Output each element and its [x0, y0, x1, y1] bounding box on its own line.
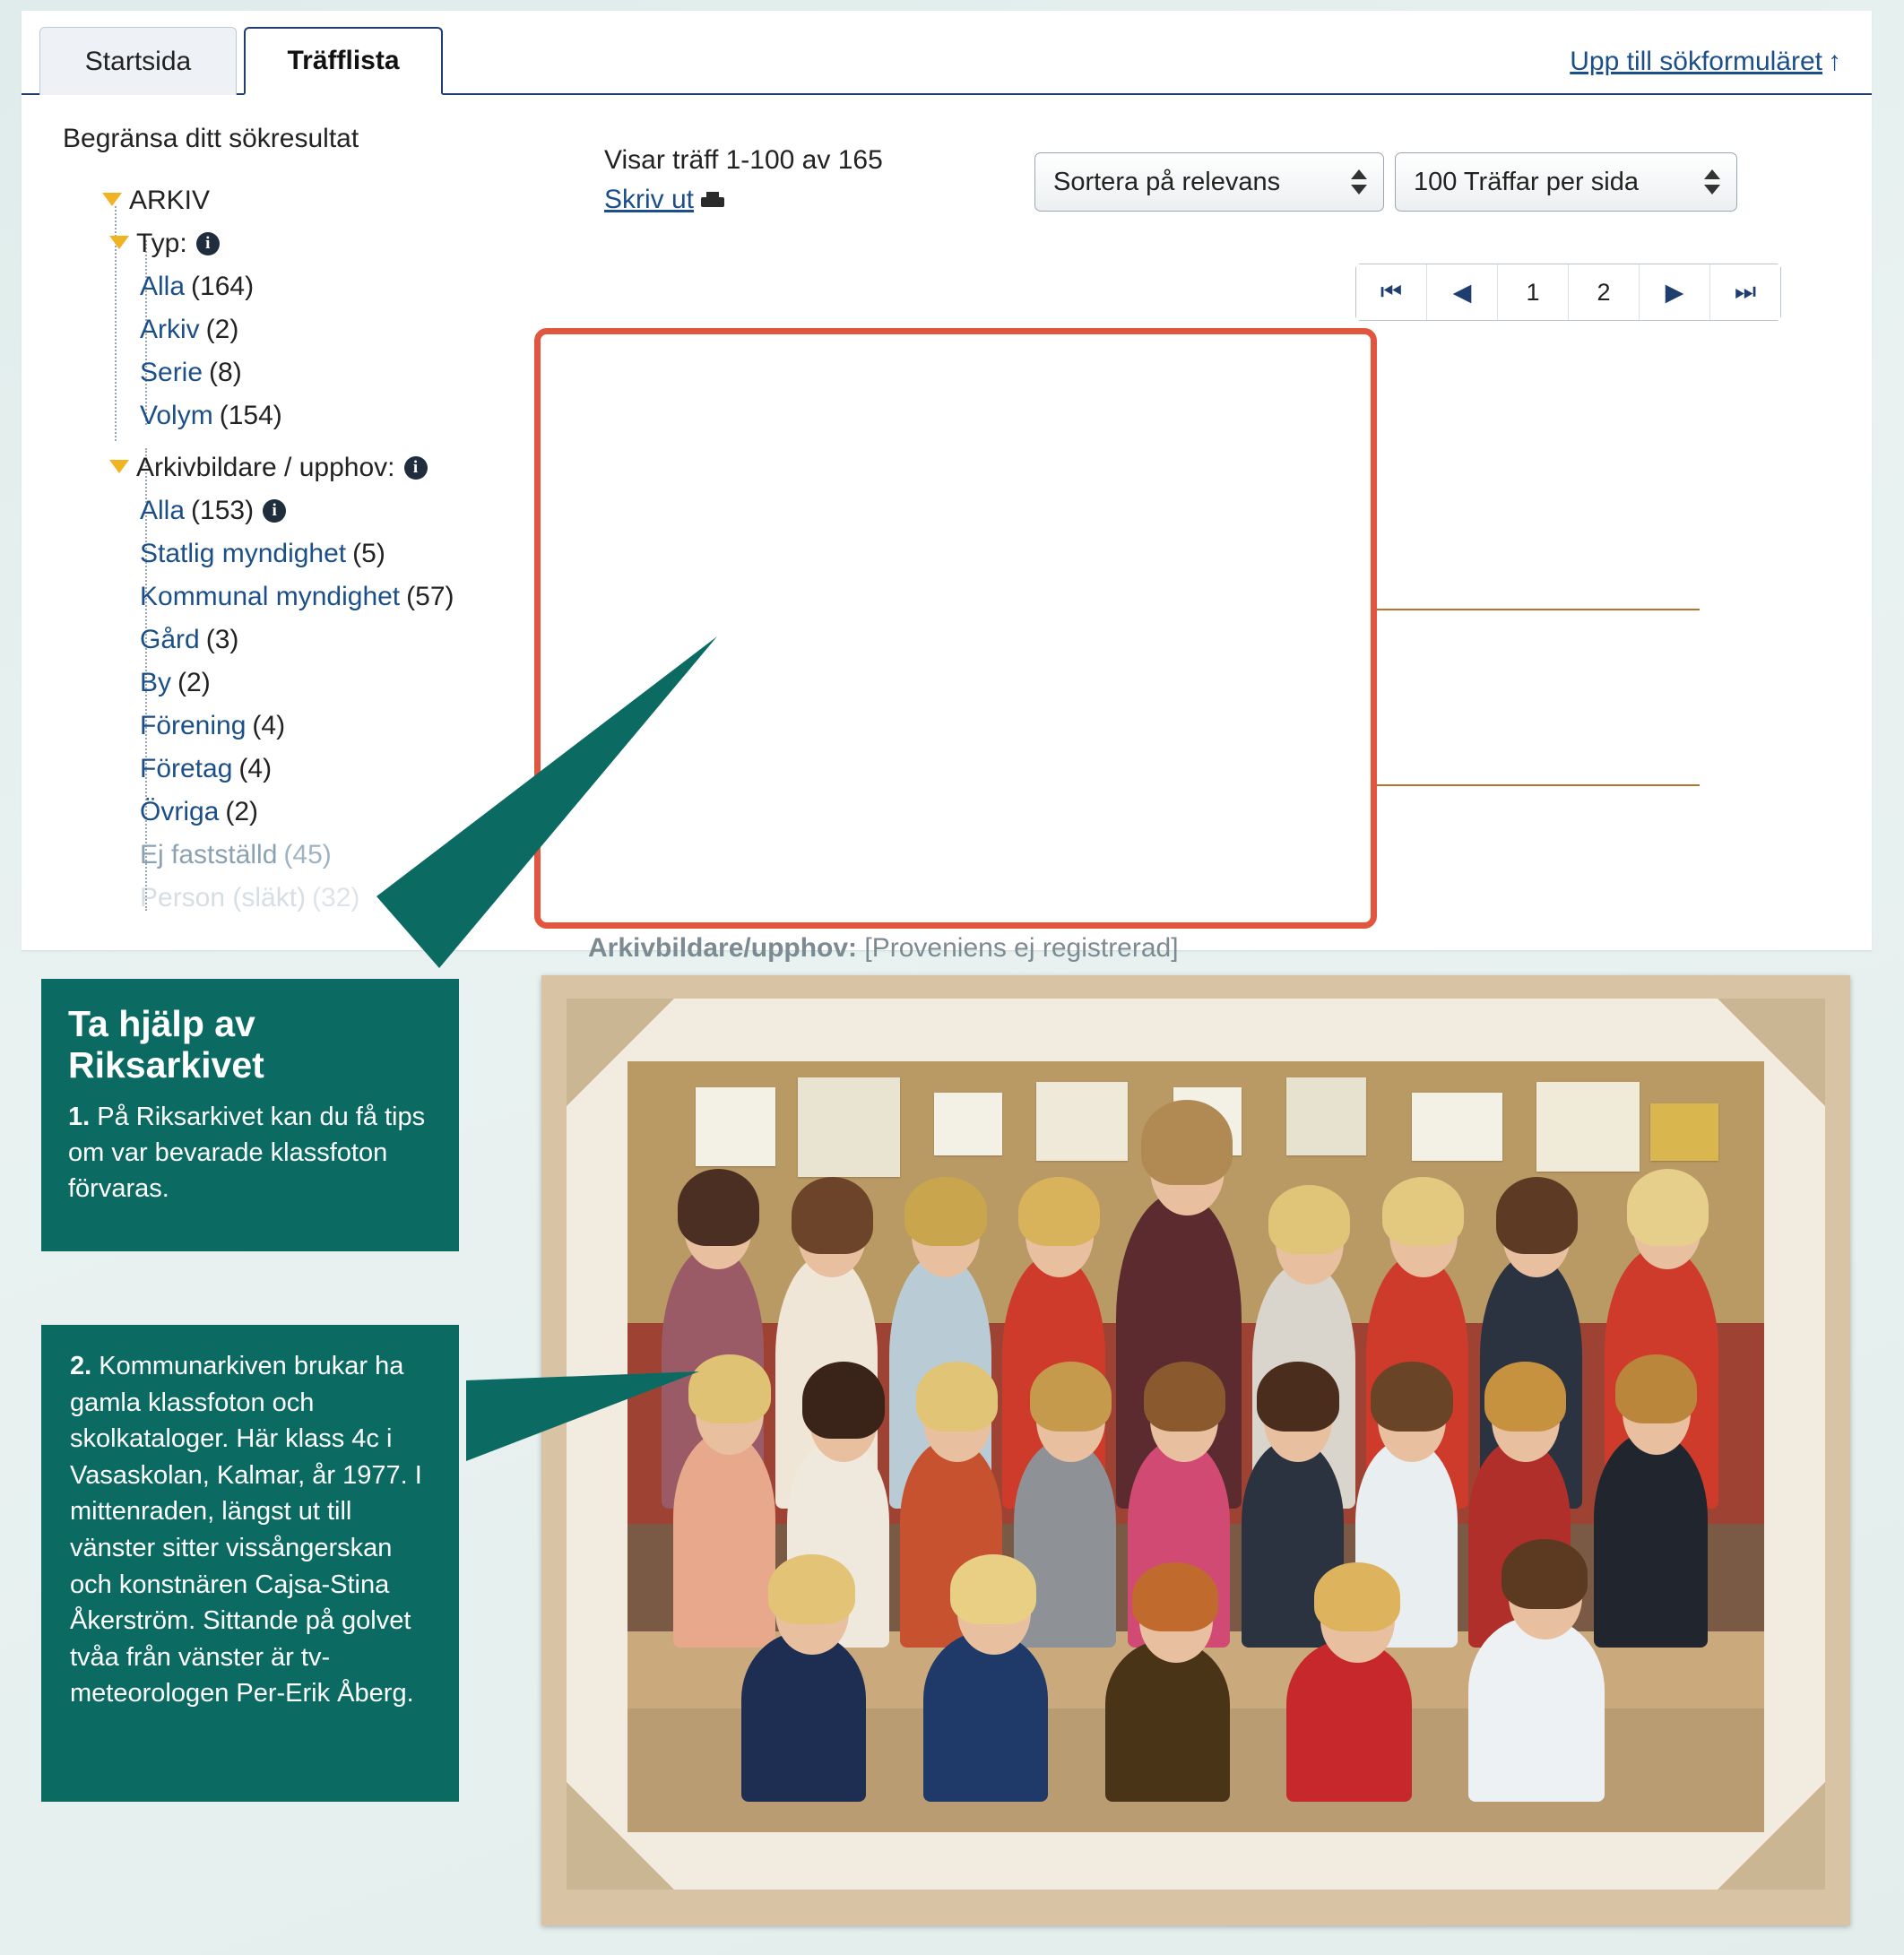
tab-trafflista[interactable]	[244, 27, 443, 95]
facet-item-count: (4)	[252, 711, 286, 740]
facet-item-volym[interactable]	[140, 394, 547, 437]
facet-item-count: (164)	[191, 272, 255, 301]
facet-item-label: Gård	[140, 625, 200, 654]
callout-1-text: På Riksarkivet kan du få tips om var bevarade klassfoton förvaras.	[68, 1102, 426, 1203]
facet-item-count: (2)	[177, 668, 211, 697]
up-to-search-form-link[interactable]	[1570, 47, 1841, 77]
callout-2-number: 2.	[70, 1352, 92, 1380]
results-per-page-select[interactable]	[1395, 152, 1737, 212]
print-link[interactable]	[604, 185, 883, 215]
callout-riksarkivet	[41, 979, 459, 1251]
class-photo	[541, 975, 1850, 1925]
student-front-1	[741, 1631, 866, 1801]
facet-group-typ-label: Typ:	[136, 229, 187, 258]
facet-item-arkiv[interactable]	[140, 308, 547, 351]
student-mid-9	[1594, 1432, 1708, 1648]
up-to-search-form-label: Upp till sökformuläret	[1570, 47, 1822, 76]
facet-item-label: Statlig myndighet	[140, 539, 347, 568]
pager-last[interactable]: ⏭	[1710, 264, 1780, 320]
info-icon[interactable]: i	[263, 499, 286, 523]
facet-item-count: (57)	[406, 582, 454, 611]
pagination[interactable]	[1355, 264, 1781, 321]
pager-next[interactable]: ▶	[1640, 264, 1710, 320]
facet-item-label: Serie	[140, 358, 203, 387]
facet-item-label: Förening	[140, 711, 247, 740]
facet-item-label: Företag	[140, 754, 233, 783]
facet-item-label: Kommunal myndighet	[140, 582, 401, 611]
callout-1-title: Ta hjälp av Riksarkivet	[68, 1003, 264, 1086]
facet-root-label: ARKIV	[129, 186, 211, 215]
caret-down-icon	[109, 460, 129, 473]
student-front-3	[1105, 1639, 1230, 1802]
callout-2-arrow	[448, 1362, 699, 1506]
pager-page-1[interactable]: 1	[1498, 264, 1569, 320]
facet-item-kommunal-myndighet[interactable]	[140, 575, 547, 619]
facet-item-count: (8)	[209, 358, 242, 387]
results-count: Visar träff 1-100 av 165	[604, 145, 883, 175]
facet-item-label: Ej fastställd	[140, 840, 278, 869]
facet-item-count: (4)	[238, 754, 273, 783]
sort-select[interactable]	[1034, 152, 1384, 212]
callout-2-body	[70, 1348, 436, 1712]
facet-item-count: (2)	[225, 797, 259, 826]
photo-image	[627, 1061, 1764, 1832]
chevron-updown-icon	[1704, 169, 1720, 195]
facet-item-statlig-myndighet[interactable]	[140, 532, 547, 575]
result-field-label: Arkivbildare/upphov:	[588, 933, 858, 963]
result-field-arkivbildare	[588, 930, 1727, 967]
callout-2-text: Kommunarkiven brukar ha gamla klassfoton och skolkataloger. Här klass 4c i Vasaskolan, Kalmar, år 1977. I mittenraden, längst ut till vänster sitter vissångerskan och konstnären Cajsa-Stina Åkerström. Sittande på golvet tvåa från vänster är tv-meteorologen Per-Erik Åberg.	[70, 1352, 422, 1708]
callout-1-body	[68, 1099, 436, 1207]
pager-prev[interactable]: ◀	[1427, 264, 1498, 320]
facet-item-count: (5)	[352, 539, 385, 568]
info-icon[interactable]: i	[404, 456, 428, 480]
callout-kommunarkiven	[41, 1325, 459, 1802]
facet-item-count: (32)	[312, 883, 360, 913]
facet-item-label: Alla	[140, 272, 186, 301]
student-front-4	[1286, 1639, 1411, 1802]
facet-item-count: (154)	[219, 401, 282, 430]
facet-item-label: Alla	[140, 496, 186, 525]
facet-group-typ[interactable]	[109, 222, 547, 265]
tab-startsida-label: Startsida	[84, 46, 192, 76]
printer-icon	[701, 192, 724, 210]
facet-item-serie[interactable]	[140, 351, 547, 394]
facet-panel-title: Begränsa ditt sökresultat	[63, 124, 359, 153]
sort-select-value: Sortera på relevans	[1053, 167, 1281, 196]
caret-down-icon	[102, 193, 122, 206]
facet-group-arkivbildare-label: Arkivbildare / upphov:	[136, 453, 395, 482]
facet-item-label: Övriga	[140, 797, 220, 826]
tab-startsida[interactable]	[39, 27, 237, 95]
facet-item-label: Volym	[140, 401, 213, 430]
arrow-up-icon: ↑	[1828, 47, 1841, 76]
info-icon[interactable]: i	[196, 232, 220, 255]
results-summary	[604, 145, 883, 215]
callout-1-arrow	[341, 627, 717, 1004]
facet-item-alla-typ[interactable]	[140, 265, 547, 308]
facet-root-arkiv[interactable]	[102, 179, 547, 222]
pager-first[interactable]: ⏮	[1356, 264, 1427, 320]
result-field-value: [Proveniens ej registrerad]	[864, 933, 1179, 963]
facet-item-count: (153)	[191, 496, 255, 525]
print-label: Skriv ut	[604, 185, 695, 214]
pager-page-2[interactable]: 2	[1569, 264, 1640, 320]
facet-item-count: (3)	[205, 625, 239, 654]
facet-item-count: (45)	[283, 840, 332, 869]
facet-item-alla-arkivbildare[interactable]	[140, 489, 547, 532]
tab-trafflista-label: Träfflista	[287, 46, 400, 75]
facet-item-count: (2)	[205, 315, 239, 344]
callout-1-number: 1.	[68, 1102, 91, 1131]
student-front-2	[923, 1631, 1048, 1801]
facet-item-label: Arkiv	[140, 315, 200, 344]
caret-down-icon	[109, 236, 129, 249]
facet-item-label: Person (släkt)	[140, 883, 307, 913]
student-front-5	[1468, 1616, 1605, 1801]
tab-bar	[22, 11, 1872, 95]
facet-group-arkivbildare[interactable]	[109, 446, 547, 489]
facet-item-label: By	[140, 668, 172, 697]
chevron-updown-icon	[1351, 169, 1367, 195]
results-per-page-value: 100 Träffar per sida	[1414, 167, 1639, 196]
